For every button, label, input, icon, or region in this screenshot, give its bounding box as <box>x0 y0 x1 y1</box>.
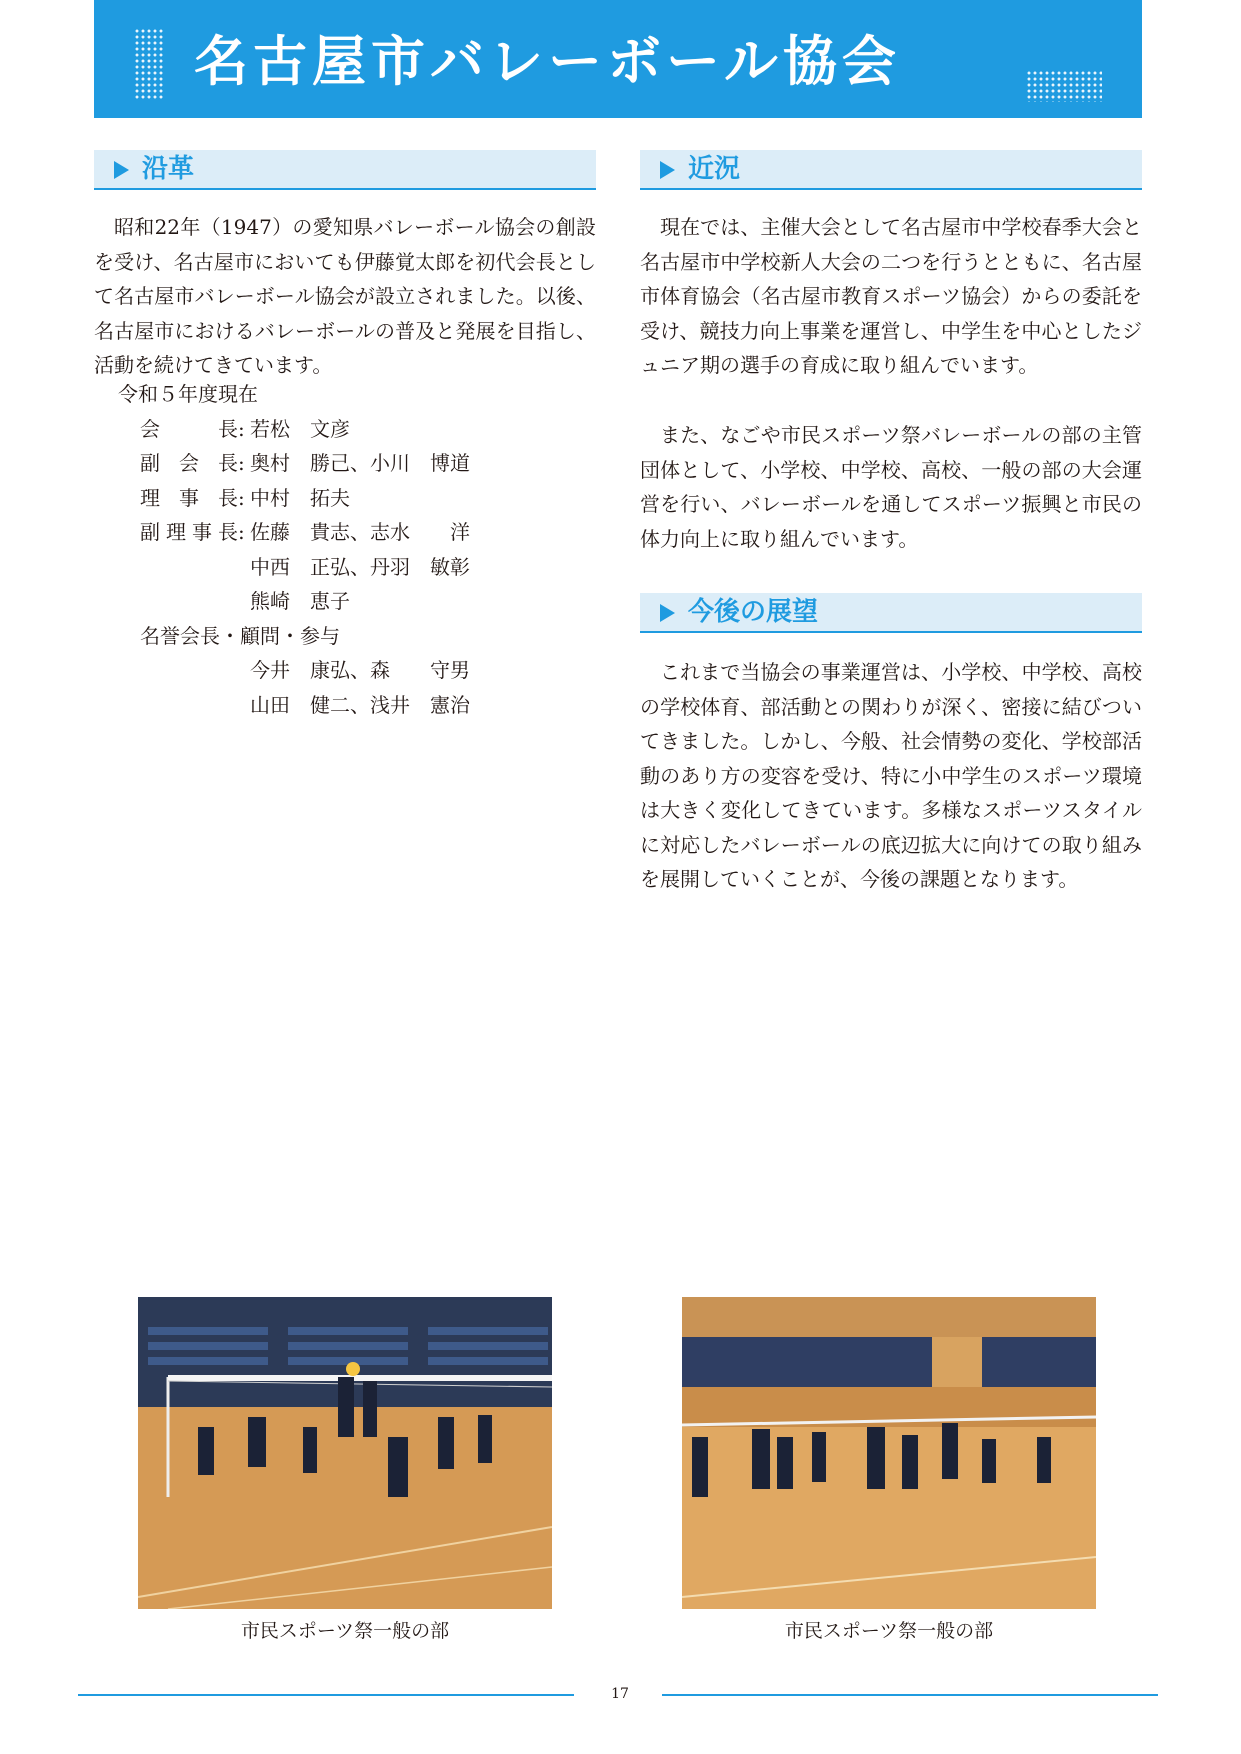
officer-role: 副会長 <box>140 451 238 475</box>
volleyball-photo-2 <box>682 1297 1096 1609</box>
section-heading-recent <box>640 150 1142 190</box>
photo-caption-1: 市民スポーツ祭一般の部 <box>240 1620 450 1642</box>
volleyball-photo-1 <box>138 1297 552 1609</box>
officer-role: 会長 <box>140 416 238 441</box>
section-heading-label: 沿革 <box>142 154 195 184</box>
triangle-bullet-icon <box>114 161 129 179</box>
officer-row: 副理事長: 佐藤 貴志、志水 洋 <box>118 515 538 550</box>
officer-names-continued: 中西 正弘、丹羽 敏彰 <box>250 554 470 579</box>
dot-pattern-left <box>134 28 164 100</box>
footer-rule-right <box>662 1694 1158 1696</box>
section-heading-label: 今後の展望 <box>688 597 819 627</box>
honorary-names: 今井 康弘、森 守男 <box>250 658 470 682</box>
section-heading-history <box>94 150 596 190</box>
photo-caption-2: 市民スポーツ祭一般の部 <box>784 1620 994 1642</box>
officer-row: 副会長: 奥村 勝己、小川 博道 <box>118 446 538 481</box>
as-of-label: 令和５年度現在 <box>118 382 258 406</box>
triangle-bullet-icon <box>660 161 675 179</box>
page-number: 17 <box>611 1686 629 1702</box>
triangle-bullet-icon <box>660 604 675 622</box>
officer-role: 副理事長 <box>140 520 238 544</box>
officer-names-continued: 熊崎 恵子 <box>250 589 350 613</box>
section-heading-outlook <box>640 593 1142 633</box>
officer-names: 奥村 勝己、小川 博道 <box>250 451 470 475</box>
officer-list <box>118 377 538 722</box>
dot-pattern-right <box>1026 70 1102 102</box>
recent-paragraph-1: 現在では、主催大会として名古屋市中学校春季大会と名古屋市中学校新人大会の二つを行うとともに、名古屋市体育協会（名古屋市教育スポーツ協会）からの委託を受け、競技力向上事業を運営し、中学生を中心としたジュニア期の選手の育成に取り組んでいます。 <box>640 215 1142 377</box>
officer-names: 若松 文彦 <box>250 416 350 441</box>
page-title: 名古屋市バレーボール協会 <box>194 30 901 93</box>
officer-names: 佐藤 貴志、志水 洋 <box>250 520 470 544</box>
history-paragraph: 昭和22年（1947）の愛知県バレーボール協会の創設を受け、名古屋市においても伊藤覚太郎を初代会長として名古屋市バレーボール協会が設立されました。以後、名古屋市におけるバレーボールの普及と発展を目指し、活動を続けてきています。 <box>94 215 596 377</box>
footer-rule-left <box>78 1694 574 1696</box>
officer-row: 理事長: 中村 拓夫 <box>118 481 538 516</box>
honorary-names: 山田 健二、浅井 憲治 <box>250 692 470 717</box>
section-heading-label: 近況 <box>688 154 741 184</box>
officer-names: 中村 拓夫 <box>250 485 350 510</box>
officer-row: 会長: 若松 文彦 <box>118 412 538 447</box>
honorary-label: 名誉会長・顧問・参与 <box>140 623 340 648</box>
title-banner <box>94 0 1142 118</box>
volleyball-warmup-illustration <box>682 1297 1096 1609</box>
outlook-paragraph: これまで当協会の事業運営は、小学校、中学校、高校の学校体育、部活動との関わりが深く、密接に結びついてきました。しかし、今般、社会情勢の変化、学校部活動のあり方の変容を受け、特に小中学生のスポーツ環境は大きく変化してきています。多様なスポーツスタイルに対応したバレーボールの底辺拡大に向けての取り組みを展開していくことが、今後の課題となります。 <box>640 660 1142 891</box>
officer-role: 理事長 <box>140 485 238 510</box>
volleyball-match-illustration <box>138 1297 552 1609</box>
recent-paragraph-2: また、なごや市民スポーツ祭バレーボールの部の主管団体として、小学校、中学校、高校、一般の部の大会運営を行い、バレーボールを通してスポーツ振興と市民の体力向上に取り組んでいます。 <box>640 423 1142 551</box>
